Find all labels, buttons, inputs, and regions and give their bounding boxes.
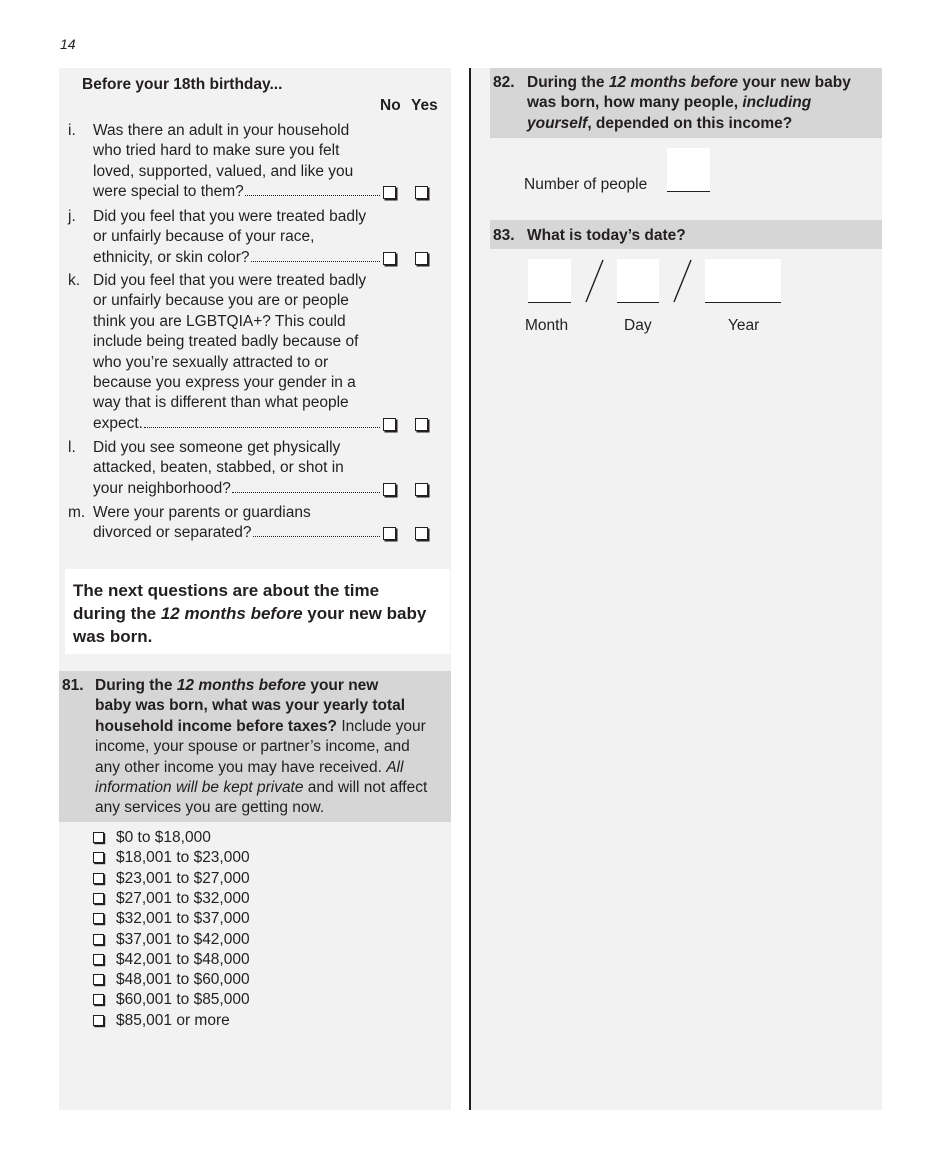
item-text-line: because you express your gender in a xyxy=(93,374,356,391)
income-option-label: $37,001 to $42,000 xyxy=(116,930,250,948)
day-underline xyxy=(617,302,659,303)
q81-number: 81. xyxy=(62,677,84,694)
page-number: 14 xyxy=(60,36,76,52)
year-input[interactable] xyxy=(705,259,781,302)
income-option-label: $60,001 to $85,000 xyxy=(116,991,250,1009)
date-slash-1 xyxy=(580,258,610,304)
q83-number: 83. xyxy=(493,227,515,244)
checkbox-yes[interactable] xyxy=(415,252,428,265)
year-label: Year xyxy=(728,317,760,334)
income-option-checkbox[interactable] xyxy=(93,873,104,884)
column-header-no: No xyxy=(380,97,401,114)
intro-line-3: was born. xyxy=(73,627,153,646)
month-underline xyxy=(528,302,571,303)
number-of-people-underline xyxy=(667,191,710,192)
item-text-line: think you are LGBTQIA+? This could xyxy=(93,312,346,330)
income-option-checkbox[interactable] xyxy=(93,954,104,965)
item-text-line: way that is different than what people xyxy=(93,394,349,412)
item-text-line xyxy=(93,182,380,202)
item-text: divorced or separated? xyxy=(93,524,252,542)
item-text-line: Did you feel that you were treated badly xyxy=(93,208,367,225)
item-text-line: include being treated badly because of xyxy=(93,333,359,351)
leader-dots xyxy=(245,195,380,196)
checkbox-no[interactable] xyxy=(383,483,396,496)
item-text-line xyxy=(93,414,380,434)
checkbox-no[interactable] xyxy=(383,186,396,199)
income-option-label: $0 to $18,000 xyxy=(116,829,211,846)
item-text-line: Was there an adult in your household xyxy=(93,122,350,139)
checkbox-yes[interactable] xyxy=(415,418,428,431)
item-text-line: attacked, beaten, stabbed, or shot in xyxy=(93,459,344,477)
item-letter: j. xyxy=(68,208,76,225)
item-text-line xyxy=(93,523,380,543)
income-option-checkbox[interactable] xyxy=(93,994,104,1005)
section-title: Before your 18th birthday... xyxy=(82,76,283,93)
item-text: your neighborhood? xyxy=(93,479,231,497)
checkbox-yes[interactable] xyxy=(415,527,428,540)
income-option-checkbox[interactable] xyxy=(93,913,104,924)
date-slash-2 xyxy=(668,258,698,304)
item-text: expect. xyxy=(93,414,143,432)
item-text-line: who tried hard to make sure you felt xyxy=(93,142,340,160)
income-option-label: $18,001 to $23,000 xyxy=(116,849,250,867)
income-option-checkbox[interactable] xyxy=(93,974,104,985)
intro-line-1: The next questions are about the time xyxy=(73,581,380,600)
item-text-line: or unfairly because you are or people xyxy=(93,292,349,310)
income-option-label: $32,001 to $37,000 xyxy=(116,910,250,928)
income-option-checkbox[interactable] xyxy=(93,852,104,863)
income-option-checkbox[interactable] xyxy=(93,934,104,945)
item-text-line: Were your parents or guardians xyxy=(93,504,311,521)
income-option-label: $27,001 to $32,000 xyxy=(116,889,250,907)
leader-dots xyxy=(144,427,380,428)
income-option-checkbox[interactable] xyxy=(93,832,104,843)
item-text-line: Did you see someone get physically xyxy=(93,439,341,456)
checkbox-yes[interactable] xyxy=(415,483,428,496)
day-label: Day xyxy=(624,317,652,334)
checkbox-no[interactable] xyxy=(383,418,396,431)
q81-question: During the 12 months before your new baby was born, what was your yearly total household income before taxes? Include your income, your spouse or partner’s income, and any other income you may have received. All information will be kept private and will not affect any services you are getting now. xyxy=(95,677,428,817)
leader-dots xyxy=(232,492,380,493)
month-input[interactable] xyxy=(528,259,571,302)
item-letter: l. xyxy=(68,439,76,456)
leader-dots xyxy=(253,536,380,537)
income-option-label: $85,001 or more xyxy=(116,1011,230,1029)
income-option-label: $48,001 to $60,000 xyxy=(116,971,250,989)
leader-dots xyxy=(251,261,381,262)
item-text-line xyxy=(93,248,380,268)
item-text-line: loved, supported, valued, and like you xyxy=(93,162,354,180)
column-divider xyxy=(469,68,471,1110)
income-option-checkbox[interactable] xyxy=(93,893,104,904)
q82-number: 82. xyxy=(493,74,515,91)
intro-text xyxy=(73,579,426,648)
item-text-line: Did you feel that you were treated badly xyxy=(93,272,367,289)
intro-box xyxy=(65,569,450,654)
item-text-line: or unfairly because of your race, xyxy=(93,228,315,246)
income-option-label: $23,001 to $27,000 xyxy=(116,869,250,887)
year-underline xyxy=(705,302,781,303)
column-header-yes: Yes xyxy=(411,97,438,114)
q83-question: What is today’s date? xyxy=(527,227,686,244)
item-letter: m. xyxy=(68,504,86,521)
q82-question: During the 12 months before your new baby was born, how many people, including yourself, depended on this income? xyxy=(527,74,851,132)
item-text-line: who you’re sexually attracted to or xyxy=(93,353,329,371)
number-of-people-input[interactable] xyxy=(667,148,710,191)
income-option-label: $42,001 to $48,000 xyxy=(116,950,250,968)
item-text: were special to them? xyxy=(93,183,244,201)
checkbox-no[interactable] xyxy=(383,527,396,540)
item-letter: k. xyxy=(68,272,81,289)
intro-line-2: during the 12 months before your new baby xyxy=(73,604,427,623)
checkbox-yes[interactable] xyxy=(415,186,428,199)
month-label: Month xyxy=(525,317,569,334)
item-text: ethnicity, or skin color? xyxy=(93,248,250,266)
item-text-line xyxy=(93,479,380,499)
item-letter: i. xyxy=(68,122,76,139)
checkbox-no[interactable] xyxy=(383,252,396,265)
day-input[interactable] xyxy=(617,259,659,302)
income-option-checkbox[interactable] xyxy=(93,1015,104,1026)
number-of-people-label: Number of people xyxy=(524,176,648,193)
